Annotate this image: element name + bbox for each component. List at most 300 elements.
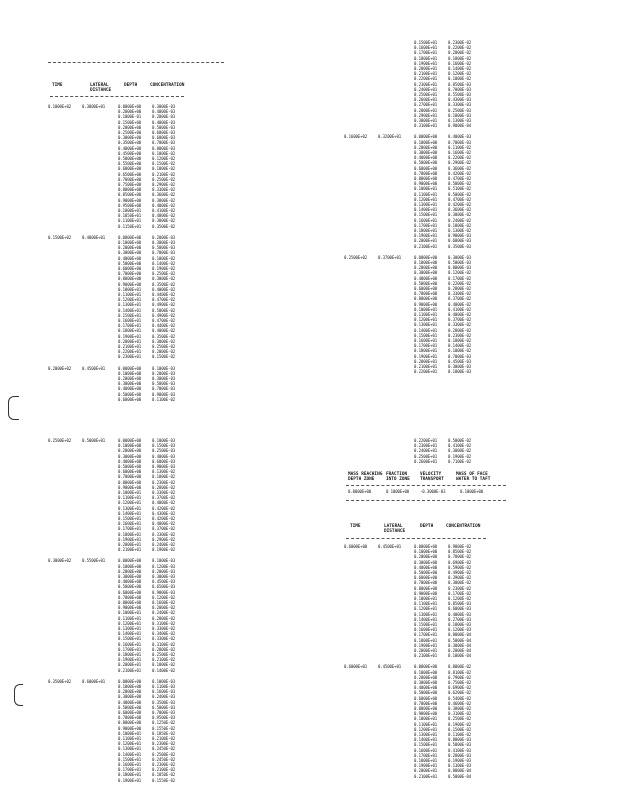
depth-value: 0.6000E+00	[118, 589, 142, 595]
depth-value: 0.2800E+01	[414, 107, 438, 113]
depth-value: 0.1400E+01	[414, 207, 438, 213]
concentration-value: 0.3000E-03	[152, 376, 176, 381]
depth-value: 0.2000E+00	[118, 448, 142, 454]
depth-value: 0.2200E+01	[414, 76, 438, 82]
concentration-value: 0.3000E-02	[448, 448, 472, 454]
depth-value: 0.6000E+00	[414, 575, 438, 581]
concentration-value: 0.2000E-03	[152, 370, 176, 376]
concentration-value: 0.4900E-02	[448, 570, 472, 575]
depth-value: 0.1800E+01	[414, 637, 438, 643]
concentration-value: 0.1900E-02	[152, 266, 176, 271]
concentration-value: 0.5000E-03	[152, 245, 176, 251]
left-header-concentration: CONCENTRATION	[150, 83, 185, 88]
concentration-value: 0.1800E-03	[448, 369, 472, 375]
depth-value: 0.9000E+00	[118, 281, 142, 287]
depth-value: 0.1700E+01	[414, 222, 438, 228]
depth-value: 0.2000E+00	[414, 144, 438, 150]
depth-value: 0.1600E+01	[414, 217, 438, 223]
depth-value: 0.1500E+01	[414, 40, 438, 45]
depth-value: 0.1100E+01	[118, 736, 142, 741]
time-value: 0.1000E+02	[48, 104, 72, 109]
concentration-value: 0.1800E-03	[448, 622, 472, 627]
distance-value: 0.5500E+01	[82, 558, 106, 564]
depth-value: 0.4000E+00	[414, 685, 438, 691]
concentration-value: 0.1100E-02	[448, 732, 472, 737]
concentration-value: 0.6500E-03	[152, 584, 176, 590]
concentration-value: 0.1200E-02	[448, 71, 472, 77]
left-header-depth: DEPTH	[124, 83, 138, 88]
depth-value: 0.3000E+00	[118, 694, 142, 700]
concentration-value: 0.8000E-04	[448, 768, 472, 774]
concentration-value: 0.7900E-02	[448, 674, 472, 680]
depth-value: 0.2500E+01	[414, 453, 438, 459]
concentration-value: 0.2000E-03	[152, 568, 176, 574]
depth-value: 0.2100E+01	[118, 667, 142, 673]
depth-value: 0.2100E+01	[414, 71, 438, 77]
concentration-value: 0.5000E-02	[448, 181, 472, 187]
concentration-value: 0.3000E-02	[152, 338, 176, 344]
depth-value: 0.1000E+00	[118, 240, 142, 245]
depth-value: 0.0000E+00	[118, 104, 142, 109]
concentration-value: 0.1000E-03	[152, 438, 176, 443]
depth-value: 0.1800E+01	[118, 772, 142, 778]
depth-value: 0.7000E+00	[118, 176, 142, 182]
depth-value: 0.2600E+01	[414, 458, 438, 464]
concentration-value: 0.1600E-02	[152, 600, 176, 605]
concentration-value: 0.2500E-02	[152, 751, 176, 757]
depth-value: 0.1100E+01	[118, 218, 142, 224]
depth-value: 0.1700E+01	[414, 50, 438, 56]
concentration-value: 0.5400E-02	[448, 695, 472, 701]
concentration-value: 0.3300E-02	[448, 291, 472, 297]
depth-value: 0.2400E+01	[414, 448, 438, 454]
concentration-value: 0.4000E-02	[448, 301, 472, 307]
depth-value: 0.2500E+01	[414, 92, 438, 97]
depth-value: 0.2000E+00	[414, 674, 438, 680]
concentration-value: 0.5500E-03	[448, 92, 472, 97]
depth-value: 0.1500E+01	[414, 212, 438, 218]
concentration-value: 0.1400E-02	[448, 343, 472, 349]
time-value: 0.6000E+01	[344, 664, 368, 670]
concentration-value: 0.1900E-02	[448, 453, 472, 459]
depth-value: 0.2100E+01	[414, 773, 438, 779]
concentration-value: 0.8000E-04	[448, 632, 472, 638]
depth-value: 0.1400E+01	[118, 751, 142, 757]
concentration-value: 0.5800E-03	[448, 742, 472, 748]
concentration-value: 0.5900E-02	[448, 564, 472, 570]
concentration-value: 0.6900E-02	[448, 559, 472, 565]
depth-value: 0.7000E+00	[118, 594, 142, 600]
concentration-value: 0.1500E-02	[448, 726, 472, 732]
depth-value: 0.1400E+01	[414, 327, 438, 333]
concentration-value: 0.4700E-02	[448, 196, 472, 202]
concentration-value: 0.3600E-02	[152, 192, 176, 198]
concentration-value: 0.2400E-02	[152, 542, 176, 547]
concentration-value: 0.2300E-02	[152, 741, 176, 747]
depth-value: 0.9000E+00	[414, 301, 438, 307]
depth-value: 0.1000E+01	[118, 610, 142, 616]
depth-value: 0.1600E+01	[118, 521, 142, 527]
depth-value: 0.1600E+01	[414, 627, 438, 633]
depth-value: 0.8000E+00	[414, 296, 438, 302]
distance-value: 0.4500E+01	[378, 544, 402, 549]
concentration-value: 0.2900E-02	[152, 182, 176, 187]
depth-value: 0.2000E+01	[414, 768, 438, 774]
concentration-value: 0.9000E-02	[448, 544, 472, 549]
concentration-value: 0.2200E-02	[448, 280, 472, 286]
depth-value: 0.0000E+00	[414, 544, 438, 549]
depth-value: 0.1100E+01	[414, 721, 438, 727]
depth-value: 0.1700E+01	[118, 323, 142, 329]
concentration-value: 0.3500E-03	[152, 699, 176, 705]
concentration-value: 0.1200E-02	[152, 594, 176, 600]
concentration-value: 0.4000E-02	[448, 312, 472, 317]
concentration-value: 0.1250E-02	[152, 720, 176, 726]
concentration-value: 0.1600E-02	[448, 150, 472, 155]
depth-value: 0.8000E+00	[414, 585, 438, 591]
concentration-value: 0.4700E-02	[448, 176, 472, 181]
depth-value: 0.2000E+01	[414, 238, 438, 244]
depth-value: 0.9000E+00	[118, 484, 142, 490]
time-value: 0.2000E+02	[48, 365, 72, 371]
concentration-value: 0.1000E-03	[152, 678, 176, 684]
concentration-value: 0.1400E-02	[152, 667, 176, 673]
concentration-value: 0.3100E-02	[448, 711, 472, 717]
concentration-value: 0.1850E-02	[152, 730, 176, 736]
concentration-value: 0.5000E-03	[448, 260, 472, 265]
depth-value: 0.2000E+00	[118, 109, 142, 115]
right-header-underline	[346, 538, 486, 539]
depth-value: 0.1000E+00	[118, 563, 142, 569]
depth-value: 0.1000E+01	[414, 596, 438, 601]
depth-value: 0.4000E+00	[118, 145, 142, 151]
time-value: 0.3000E+02	[48, 558, 72, 564]
concentration-value: 0.2000E-02	[152, 605, 176, 611]
concentration-value: 0.4000E-02	[152, 286, 176, 292]
depth-value: 0.5000E+00	[118, 584, 142, 590]
summary-header-velocity: VELOCITY TRANSPORT	[420, 472, 444, 482]
concentration-value: 0.7000E-03	[152, 386, 176, 392]
depth-value: 0.1000E+00	[414, 669, 438, 675]
depth-value: 0.1600E+01	[414, 338, 438, 343]
depth-value: 0.1000E+00	[118, 370, 142, 376]
concentration-value: 0.2100E-02	[152, 657, 176, 663]
depth-value: 0.2100E+01	[414, 653, 438, 659]
depth-value: 0.1100E+01	[118, 615, 142, 621]
concentration-value: 0.1100E-03	[152, 684, 176, 689]
concentration-value: 0.1000E-02	[152, 255, 176, 261]
depth-value: 0.6500E+00	[118, 171, 142, 177]
depth-value: 0.4000E+00	[118, 579, 142, 585]
depth-value: 0.2000E+00	[118, 245, 142, 251]
concentration-value: 0.1700E-02	[448, 590, 472, 596]
depth-value: 0.4000E+00	[118, 699, 142, 705]
concentration-value: 0.7500E-02	[448, 680, 472, 685]
depth-value: 0.1100E+01	[414, 312, 438, 317]
summary-value-3: -0.3000E-03	[420, 489, 446, 494]
concentration-value: 0.1100E-02	[152, 396, 176, 402]
depth-value: 0.2000E+01	[118, 662, 142, 668]
depth-value: 0.6000E+00	[414, 286, 438, 291]
concentration-value: 0.7000E-03	[152, 140, 176, 146]
depth-value: 0.1000E+01	[414, 716, 438, 722]
time-value: 0.6000E+00	[344, 544, 368, 549]
right-header-depth: DEPTH	[420, 524, 434, 529]
distance-value: 0.3200E+01	[378, 134, 402, 140]
depth-value: 0.2100E+01	[118, 547, 142, 553]
concentration-value: 0.1600E-03	[152, 689, 176, 695]
depth-value: 0.1800E+01	[118, 652, 142, 657]
concentration-value: 0.2500E-02	[152, 271, 176, 277]
concentration-value: 0.2300E-02	[448, 40, 472, 45]
concentration-value: 0.2450E-02	[152, 756, 176, 762]
concentration-value: 0.1500E-02	[152, 354, 176, 360]
concentration-value: 0.1100E-02	[448, 144, 472, 150]
depth-value: 0.1000E+00	[118, 443, 142, 449]
depth-value: 0.2200E+01	[414, 369, 438, 375]
concentration-value: 0.3000E-03	[152, 574, 176, 579]
concentration-value: 0.4200E-02	[448, 170, 472, 176]
depth-value: 0.2000E+00	[118, 689, 142, 695]
concentration-value: 0.9000E-03	[152, 464, 176, 469]
depth-value: 0.7000E+00	[414, 170, 438, 176]
concentration-value: 0.1200E-03	[152, 563, 176, 569]
depth-value: 0.2100E+01	[118, 344, 142, 349]
depth-value: 0.3000E+00	[414, 680, 438, 685]
concentration-value: 0.3000E-02	[448, 212, 472, 218]
depth-value: 0.2700E+01	[414, 102, 438, 108]
concentration-value: 0.1000E-03	[152, 558, 176, 564]
concentration-value: 0.5000E-03	[152, 704, 176, 710]
concentration-value: 0.1850E-02	[152, 772, 176, 778]
concentration-value: 0.8000E-03	[152, 145, 176, 151]
concentration-value: 0.2400E-02	[152, 610, 176, 616]
concentration-value: 0.3300E-02	[152, 187, 176, 193]
depth-value: 0.1900E+01	[414, 233, 438, 239]
depth-value: 0.1600E+01	[118, 762, 142, 767]
concentration-value: 0.1000E-04	[448, 653, 472, 659]
depth-value: 0.2100E+01	[414, 364, 438, 369]
concentration-value: 0.1800E-02	[448, 222, 472, 228]
depth-value: 0.5000E+00	[118, 704, 142, 710]
depth-value: 0.1000E+01	[118, 208, 142, 213]
depth-value: 0.2200E+01	[118, 349, 142, 355]
depth-value: 0.1400E+01	[118, 510, 142, 516]
concentration-value: 0.4400E-02	[152, 292, 176, 297]
concentration-value: 0.3700E-02	[152, 526, 176, 532]
depth-value: 0.1000E+01	[414, 186, 438, 192]
depth-value: 0.1200E+01	[118, 741, 142, 747]
depth-value: 0.2200E+01	[414, 438, 438, 443]
depth-value: 0.7500E+00	[118, 182, 142, 187]
depth-value: 0.1900E+01	[118, 777, 142, 783]
distance-value: 0.4500E+01	[82, 365, 106, 371]
depth-value: 0.1200E+01	[118, 500, 142, 506]
concentration-value: 0.1800E-02	[152, 474, 176, 480]
depth-value: 0.5000E+00	[118, 391, 142, 397]
concentration-value: 0.8100E-02	[448, 669, 472, 675]
depth-value: 0.3000E+00	[414, 150, 438, 155]
depth-value: 0.8000E+00	[414, 176, 438, 181]
concentration-value: 0.1900E-03	[448, 758, 472, 763]
depth-value: 0.9000E+00	[118, 605, 142, 611]
concentration-value: 0.4300E-02	[152, 510, 176, 516]
concentration-value: 0.1550E-02	[152, 725, 176, 731]
depth-value: 0.8000E+00	[118, 479, 142, 485]
depth-value: 0.8500E+00	[118, 192, 142, 198]
depth-value: 0.2300E+01	[414, 443, 438, 449]
depth-value: 0.0000E+00	[414, 664, 438, 670]
concentration-value: 0.1200E-02	[448, 596, 472, 601]
depth-value: 0.1900E+01	[414, 763, 438, 769]
concentration-value: 0.6000E-03	[152, 130, 176, 135]
concentration-value: 0.3000E-03	[448, 364, 472, 369]
concentration-value: 0.3300E-02	[152, 531, 176, 537]
concentration-value: 0.2500E-03	[448, 107, 472, 113]
concentration-value: 0.6900E-02	[448, 685, 472, 691]
depth-value: 0.1200E+01	[414, 726, 438, 732]
concentration-value: 0.3000E-03	[448, 254, 472, 260]
concentration-value: 0.1900E-02	[152, 547, 176, 553]
depth-value: 0.7000E+00	[414, 700, 438, 706]
depth-value: 0.3000E+00	[118, 135, 142, 141]
concentration-value: 0.3600E-02	[448, 165, 472, 171]
concentration-value: 0.4700E-02	[152, 318, 176, 323]
concentration-value: 0.6000E-03	[448, 606, 472, 612]
concentration-value: 0.3000E-04	[448, 642, 472, 648]
concentration-value: 0.2100E-02	[152, 767, 176, 773]
depth-value: 0.4000E+00	[414, 564, 438, 570]
depth-value: 0.1900E+01	[118, 536, 142, 542]
concentration-value: 0.2800E-02	[152, 646, 176, 652]
concentration-value: 0.4000E-02	[152, 213, 176, 219]
concentration-value: 0.3000E-02	[448, 580, 472, 586]
right-header-distance: LATERAL DISTANCE	[384, 524, 406, 534]
depth-value: 0.1700E+01	[118, 767, 142, 773]
depth-value: 0.3000E+00	[118, 574, 142, 579]
concentration-value: 0.3500E-02	[152, 223, 176, 229]
concentration-value: 0.1700E-02	[448, 275, 472, 281]
concentration-value: 0.9000E-03	[152, 589, 176, 595]
concentration-value: 0.1200E-02	[152, 156, 176, 161]
depth-value: 0.0000E+00	[118, 365, 142, 371]
depth-value: 0.1500E+01	[414, 742, 438, 748]
concentration-value: 0.3300E-03	[448, 102, 472, 108]
depth-value: 0.1050E+01	[118, 213, 142, 219]
concentration-value: 0.4000E-03	[448, 611, 472, 617]
concentration-value: 0.3800E-02	[152, 218, 176, 224]
concentration-value: 0.7000E-03	[448, 86, 472, 92]
depth-value: 0.1700E+01	[118, 526, 142, 532]
depth-value: 0.1600E+01	[118, 641, 142, 647]
concentration-value: 0.3300E-02	[152, 636, 176, 642]
concentration-value: 0.2900E-02	[152, 536, 176, 542]
concentration-value: 0.9000E-03	[448, 233, 472, 239]
depth-value: 0.1800E+01	[414, 758, 438, 763]
concentration-value: 0.3700E-02	[448, 317, 472, 323]
depth-value: 0.8000E+00	[118, 187, 142, 193]
concentration-value: 0.5000E-04	[448, 773, 472, 779]
concentration-value: 0.3500E-03	[448, 243, 472, 249]
depth-value: 0.5000E+00	[118, 156, 142, 161]
concentration-value: 0.3100E-02	[152, 620, 176, 626]
concentration-value: 0.2800E-03	[448, 752, 472, 758]
concentration-value: 0.4000E-03	[152, 119, 176, 125]
depth-value: 0.1400E+01	[118, 631, 142, 637]
concentration-value: 0.4000E-03	[152, 453, 176, 459]
depth-value: 0.1600E+01	[118, 318, 142, 323]
summary-header-mass: MASS REACHING DEPTH ZONE	[348, 472, 383, 482]
concentration-value: 0.2000E-02	[152, 349, 176, 355]
time-value: 0.1600E+02	[344, 134, 368, 140]
concentration-value: 0.1300E-03	[448, 763, 472, 769]
left-header-underline	[50, 96, 184, 97]
depth-value: 0.6000E+00	[118, 266, 142, 271]
concentration-value: 0.4200E-02	[448, 202, 472, 207]
concentration-value: 0.4300E-03	[448, 97, 472, 103]
depth-value: 0.2300E+01	[118, 354, 142, 360]
distance-value: 0.5000E+01	[82, 438, 106, 443]
distance-value: 0.3700E+01	[378, 254, 402, 260]
depth-value: 0.8000E+00	[414, 706, 438, 711]
concentration-value: 0.1000E-02	[448, 348, 472, 354]
concentration-value: 0.4700E-02	[152, 297, 176, 303]
concentration-value: 0.3500E-02	[152, 281, 176, 287]
concentration-value: 0.2800E-02	[448, 286, 472, 291]
time-value: 0.2500E+02	[344, 254, 368, 260]
concentration-value: 0.1900E-02	[448, 721, 472, 727]
concentration-value: 0.4900E-02	[152, 302, 176, 308]
depth-value: 0.1100E+01	[414, 191, 438, 197]
depth-value: 0.1300E+01	[414, 732, 438, 737]
depth-value: 0.4000E+00	[118, 255, 142, 261]
concentration-value: 0.1500E-03	[152, 443, 176, 449]
summary-value-1: 0.0000E+00	[348, 489, 372, 494]
depth-value: 0.4500E+00	[118, 150, 142, 156]
depth-value: 0.1700E+01	[118, 646, 142, 652]
concentration-value: 0.1000E-03	[152, 365, 176, 371]
depth-value: 0.0000E+00	[118, 558, 142, 564]
depth-value: 0.1500E+01	[118, 636, 142, 642]
concentration-value: 0.2200E-02	[448, 155, 472, 161]
concentration-value: 0.4000E-02	[152, 521, 176, 527]
depth-value: 0.1400E+01	[414, 616, 438, 622]
concentration-value: 0.1300E-02	[152, 469, 176, 475]
depth-value: 0.1200E+01	[414, 606, 438, 612]
depth-value: 0.1200E+01	[414, 317, 438, 323]
concentration-value: 0.4500E-03	[152, 579, 176, 585]
depth-value: 0.2000E+01	[118, 542, 142, 547]
concentration-value: 0.3300E-02	[152, 490, 176, 495]
concentration-value: 0.3800E-02	[152, 197, 176, 203]
concentration-value: 0.4100E-02	[152, 208, 176, 213]
depth-value: 0.1900E+01	[118, 657, 142, 663]
summary-bottom-rule	[346, 500, 506, 501]
depth-value: 0.0000E+00	[118, 234, 142, 240]
concentration-value: 0.2800E-02	[152, 615, 176, 621]
concentration-value: 0.3000E-03	[152, 104, 176, 109]
concentration-value: 0.7000E-03	[448, 139, 472, 145]
depth-value: 0.6000E+00	[118, 469, 142, 475]
depth-value: 0.1300E+01	[118, 302, 142, 308]
concentration-value: 0.2700E-03	[448, 616, 472, 622]
depth-value: 0.0000E+00	[118, 678, 142, 684]
distance-value: 0.4500E+01	[378, 664, 402, 670]
depth-value: 0.1500E+01	[118, 756, 142, 762]
concentration-value: 0.2500E-02	[152, 344, 176, 349]
depth-value: 0.1600E+01	[414, 45, 438, 51]
depth-value: 0.1000E+01	[118, 286, 142, 292]
